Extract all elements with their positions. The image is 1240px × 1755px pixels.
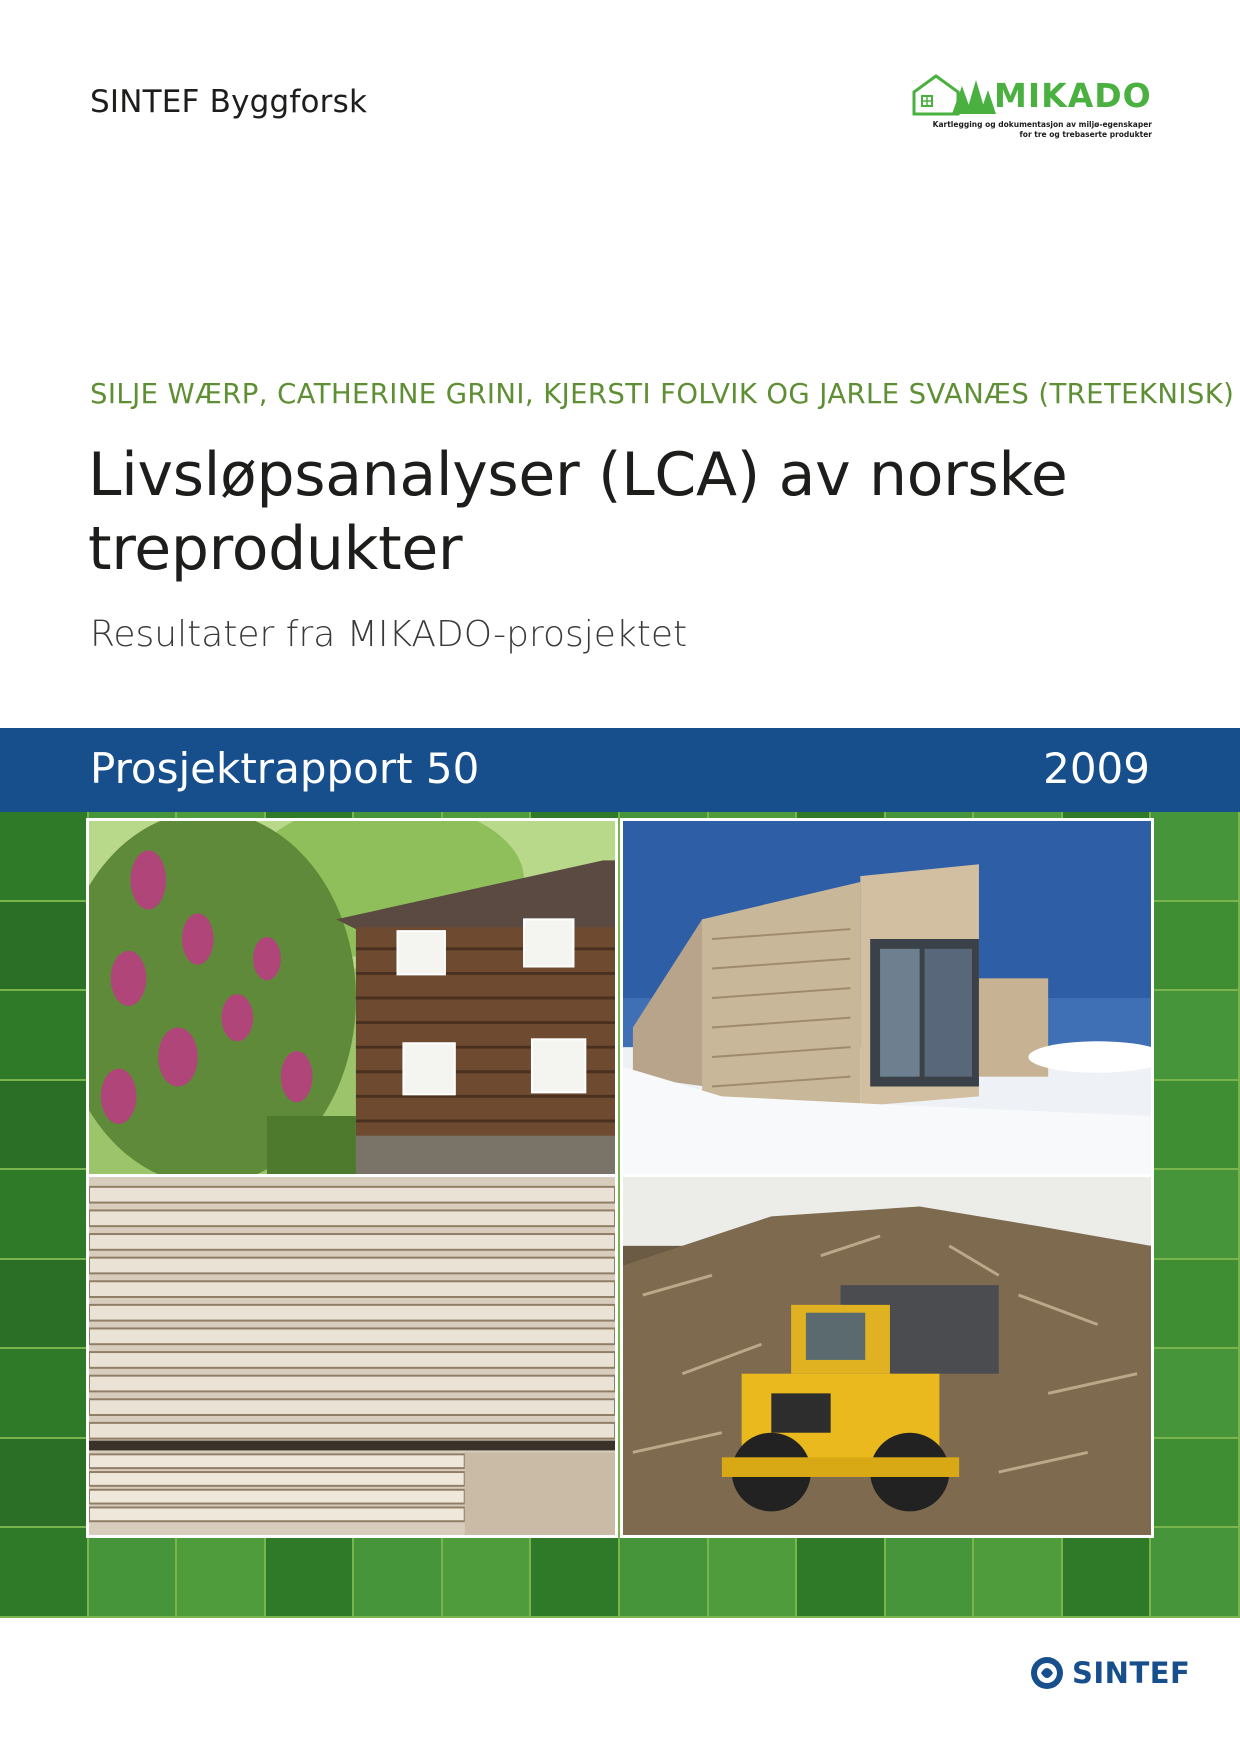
mosaic-tile [0, 1439, 89, 1529]
mikado-logo [912, 70, 1158, 146]
mosaic-tile [0, 1081, 89, 1171]
report-subtitle: Resultater fra MIKADO-prosjektet [90, 614, 688, 655]
series-label: Prosjektrapport 50 [90, 744, 480, 793]
mosaic-tile [1151, 1439, 1240, 1529]
mosaic-tile [1151, 991, 1240, 1081]
sintef-logo [1030, 1654, 1190, 1694]
wheel-loader-photo [620, 1174, 1154, 1538]
mosaic-tile [0, 991, 89, 1081]
mosaic-tile [1151, 812, 1240, 902]
mosaic-tile [0, 902, 89, 992]
mosaic-tile [89, 1528, 178, 1618]
mikado-tagline: Kartlegging og dokumentasjon av miljø-egenskaper for tre og trebaserte produkter [932, 120, 1152, 139]
series-year: 2009 [1043, 744, 1150, 793]
mosaic-tile [354, 1528, 443, 1618]
mosaic-tile [0, 1170, 89, 1260]
mosaic-tile [620, 1528, 709, 1618]
mosaic-tile [531, 1528, 620, 1618]
mosaic-tile [1151, 1349, 1240, 1439]
mosaic-tile [0, 1528, 89, 1618]
publisher-name: SINTEF Byggforsk [90, 84, 368, 120]
photo-mosaic [0, 812, 1240, 1618]
mosaic-tile [1151, 1260, 1240, 1350]
sintef-disc-icon [1030, 1656, 1064, 1690]
report-title: Livsløpsanalyser (LCA) av norske treprodukter [88, 440, 1068, 584]
sintef-wordmark: SINTEF [1072, 1656, 1191, 1690]
mosaic-tile [443, 1528, 532, 1618]
report-authors: SILJE WÆRP, CATHERINE GRINI, KJERSTI FOLVIK OG JARLE SVANÆS (TRETEKNISK) [90, 378, 1235, 410]
mosaic-tile [0, 1260, 89, 1350]
mosaic-tile [0, 812, 89, 902]
lumber-stack-photo [86, 1174, 618, 1538]
mosaic-tile [1151, 1170, 1240, 1260]
mosaic-tile [1063, 1528, 1152, 1618]
mosaic-tile [266, 1528, 355, 1618]
mosaic-tile [1151, 902, 1240, 992]
log-house-photo [86, 818, 618, 1178]
mosaic-tile [0, 1349, 89, 1439]
mosaic-tile [974, 1528, 1063, 1618]
mosaic-tile [1151, 1528, 1240, 1618]
mosaic-tile [177, 1528, 266, 1618]
mosaic-tile [797, 1528, 886, 1618]
mosaic-tile [709, 1528, 798, 1618]
mosaic-tile [886, 1528, 975, 1618]
mosaic-tile [1151, 1081, 1240, 1171]
shingle-building-photo [620, 818, 1154, 1178]
mikado-wordmark: MIKADO [994, 76, 1152, 115]
series-band [0, 728, 1240, 812]
